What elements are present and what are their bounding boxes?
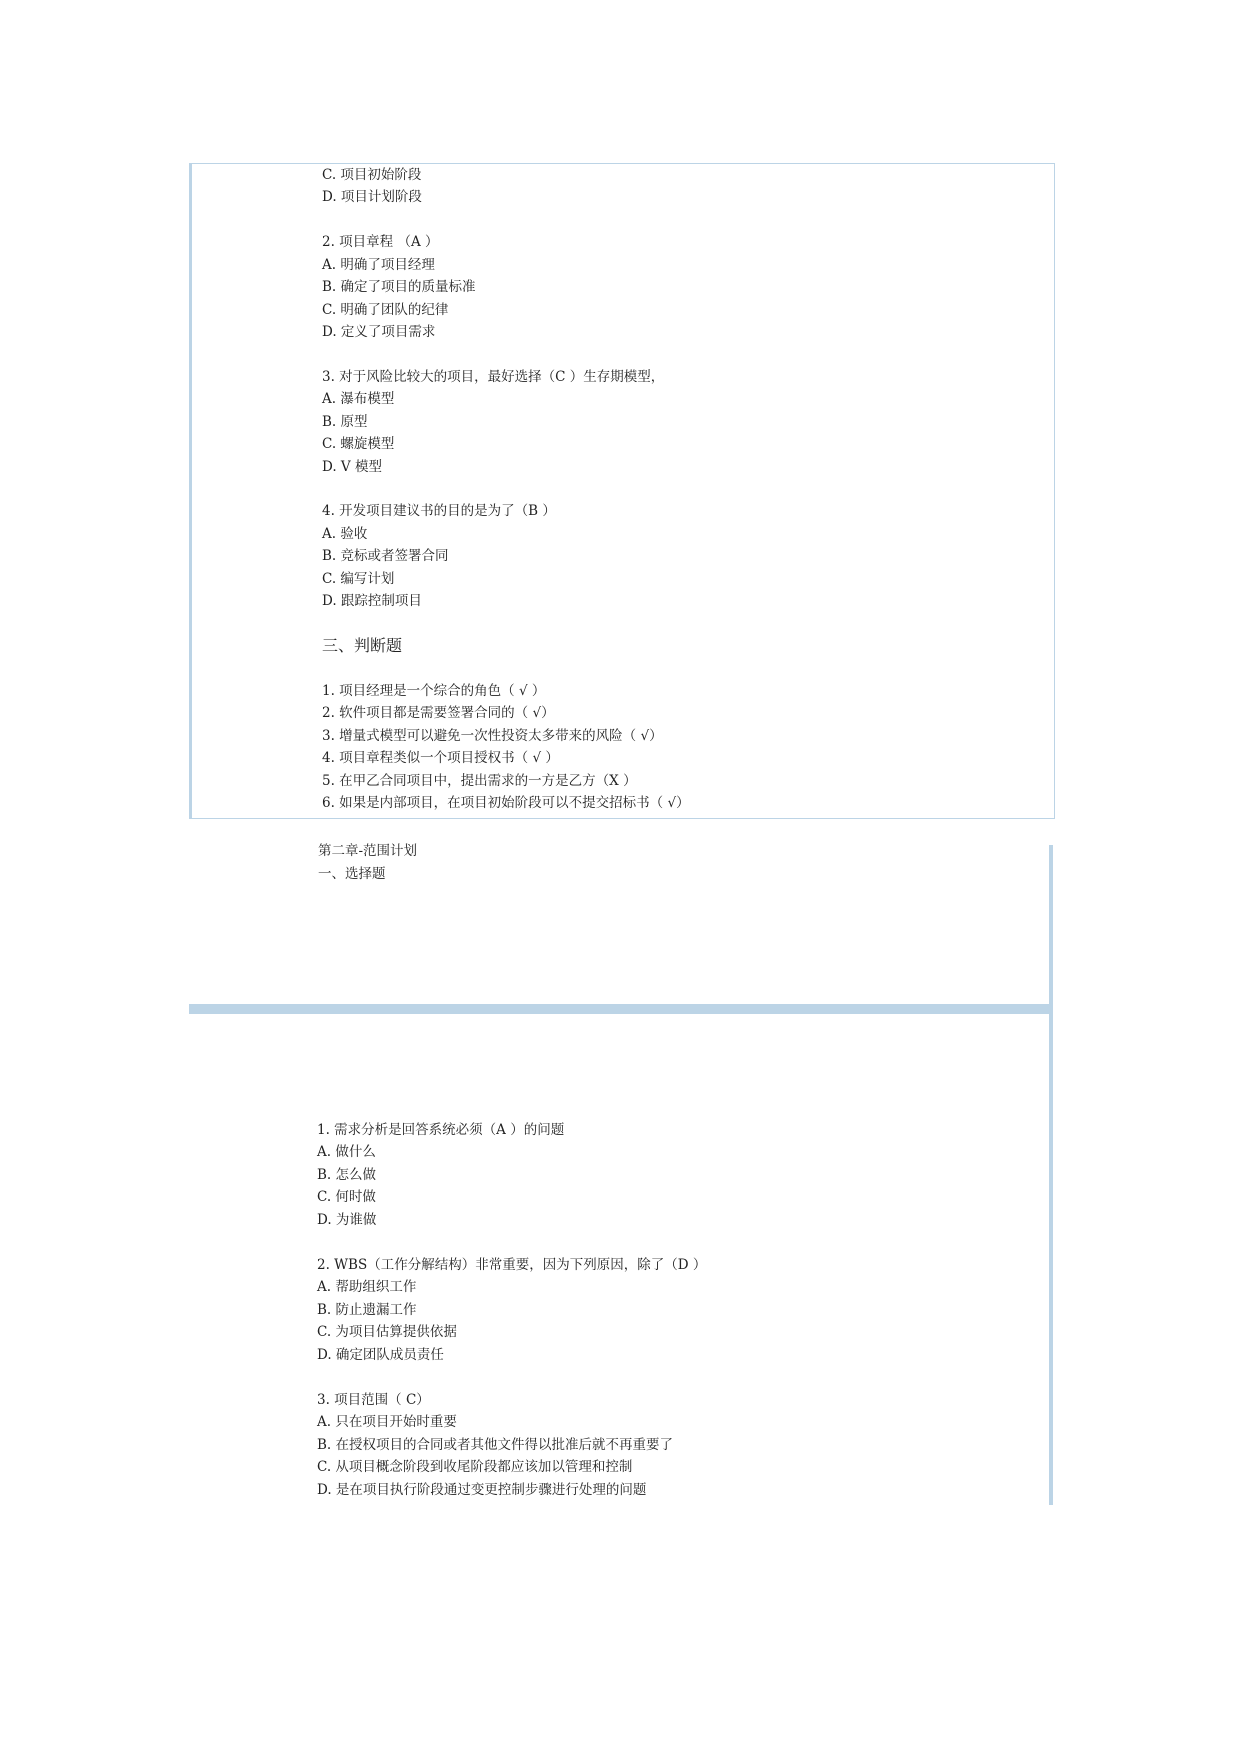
judge-item: 4. 项目章程类似一个项目授权书（ √ ）	[322, 750, 559, 766]
option-text: D. 跟踪控制项目	[322, 593, 422, 609]
q1-option-d: D. 项目计划阶段	[322, 189, 422, 205]
option-text: C. 从项目概念阶段到收尾阶段都应该加以管理和控制	[317, 1459, 633, 1475]
option-text: D. 是在项目执行阶段通过变更控制步骤进行处理的问题	[317, 1482, 647, 1498]
question-text: 1. 需求分析是回答系统必须（A ）的问题	[317, 1122, 565, 1138]
option-text: B. 怎么做	[317, 1167, 377, 1183]
judge-item: 6. 如果是内部项目，在项目初始阶段可以不提交招标书（ √）	[322, 795, 690, 811]
chapter-title: 第二章-范围计划	[318, 843, 418, 859]
option-text: A. 帮助组织工作	[317, 1279, 417, 1295]
option-text: C. 编写计划	[322, 571, 395, 587]
option-text: B. 原型	[322, 414, 368, 430]
option-text: B. 确定了项目的质量标准	[322, 279, 476, 295]
judge-item: 3. 增量式模型可以避免一次性投资太多带来的风险（ √）	[322, 728, 663, 744]
content-frame-bottom-border	[1049, 845, 1053, 1505]
option-text: A. 做什么	[317, 1144, 376, 1160]
section-heading-choice: 一、选择题	[318, 866, 386, 882]
question-text: 4. 开发项目建议书的目的是为了（B ）	[322, 503, 556, 519]
section-heading-judge: 三、判断题	[322, 636, 403, 655]
option-text: B. 在授权项目的合同或者其他文件得以批准后就不再重要了	[317, 1437, 674, 1453]
option-text: D. 定义了项目需求	[322, 324, 436, 340]
option-text: B. 竞标或者签署合同	[322, 548, 449, 564]
content-frame-top	[189, 163, 1055, 819]
option-text: A. 验收	[322, 526, 368, 542]
option-text: D. V 模型	[322, 459, 382, 475]
question-text: 3. 项目范围（ C）	[317, 1392, 430, 1408]
option-text: A. 明确了项目经理	[322, 257, 435, 273]
option-text: C. 明确了团队的纪律	[322, 302, 449, 318]
judge-item: 5. 在甲乙合同项目中，提出需求的一方是乙方（X ）	[322, 773, 637, 789]
option-text: A. 瀑布模型	[322, 391, 395, 407]
judge-item: 1. 项目经理是一个综合的角色（ √ ）	[322, 683, 546, 699]
option-text: D. 为谁做	[317, 1212, 377, 1228]
option-text: A. 只在项目开始时重要	[317, 1414, 457, 1430]
judge-item: 2. 软件项目都是需要签署合同的（ √）	[322, 705, 555, 721]
question-text: 2. 项目章程 （A ）	[322, 234, 439, 250]
option-text: C. 何时做	[317, 1189, 376, 1205]
option-text: C. 螺旋模型	[322, 436, 395, 452]
question-text: 2. WBS（工作分解结构）非常重要，因为下列原因，除了（D ）	[317, 1257, 707, 1273]
option-text: D. 确定团队成员责任	[317, 1347, 444, 1363]
q1-option-c: C. 项目初始阶段	[322, 167, 422, 183]
divider-bar	[189, 1004, 1053, 1014]
question-text: 3. 对于风险比较大的项目，最好选择（C ）生存期模型，	[322, 369, 665, 385]
option-text: C. 为项目估算提供依据	[317, 1324, 457, 1340]
option-text: B. 防止遗漏工作	[317, 1302, 417, 1318]
